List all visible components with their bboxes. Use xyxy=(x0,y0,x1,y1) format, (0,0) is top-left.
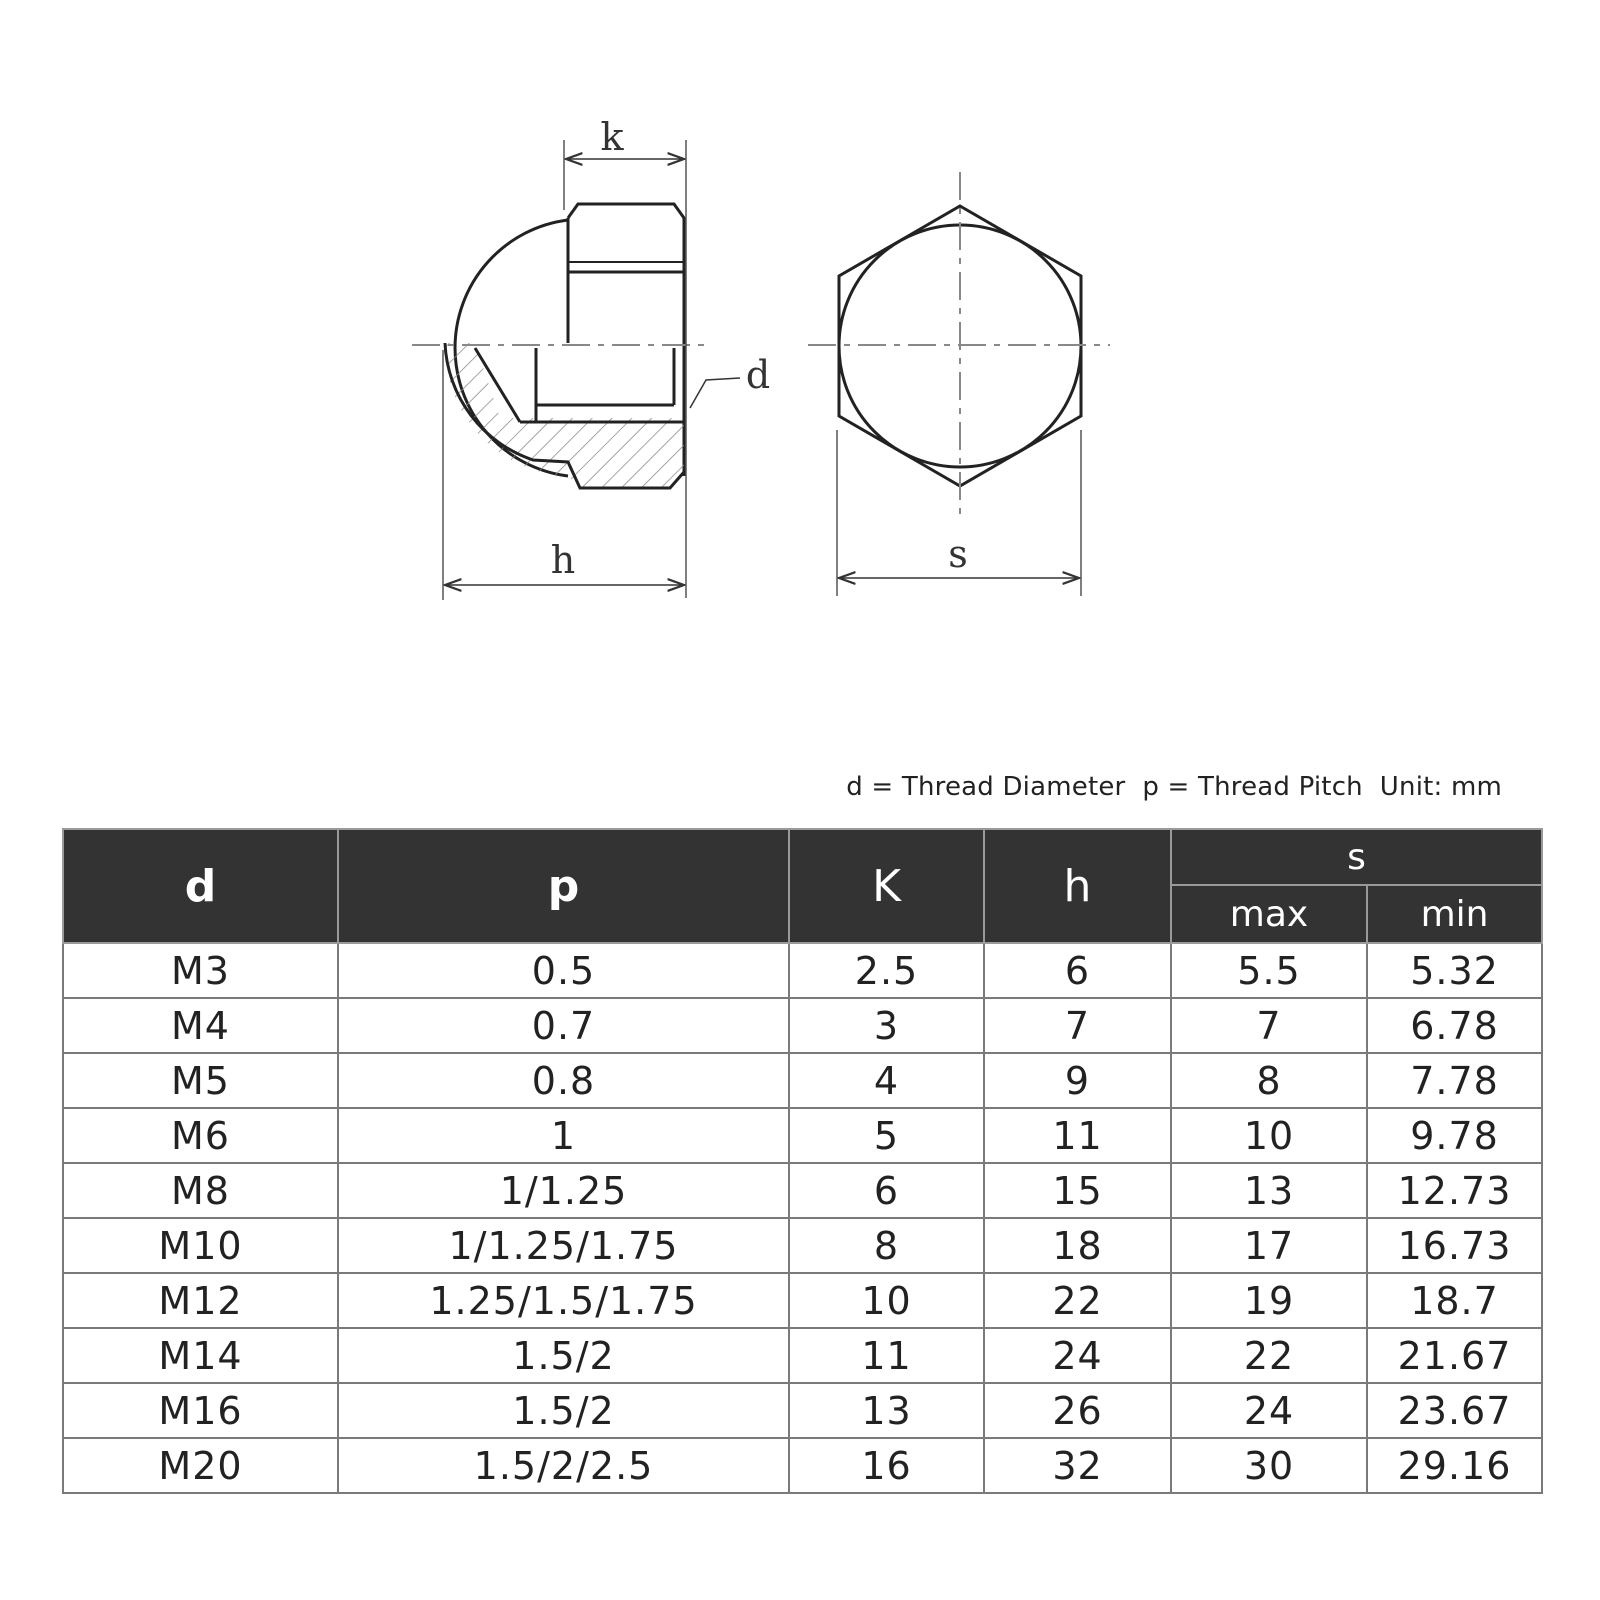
cell-d: M14 xyxy=(63,1328,338,1383)
cell-d: M5 xyxy=(63,1053,338,1108)
cell-s-max: 17 xyxy=(1171,1218,1367,1273)
cell-d: M16 xyxy=(63,1383,338,1438)
cell-s-max: 5.5 xyxy=(1171,943,1367,998)
cell-h: 9 xyxy=(984,1053,1171,1108)
cell-p: 1.5/2 xyxy=(338,1328,789,1383)
cell-h: 24 xyxy=(984,1328,1171,1383)
cell-k: 4 xyxy=(789,1053,984,1108)
cell-s-max: 10 xyxy=(1171,1108,1367,1163)
table-body xyxy=(63,943,1542,1493)
cell-s-max: 19 xyxy=(1171,1273,1367,1328)
cell-p: 1 xyxy=(338,1108,789,1163)
cell-s-max: 22 xyxy=(1171,1328,1367,1383)
cell-s-max: 30 xyxy=(1171,1438,1367,1493)
cell-d: M12 xyxy=(63,1273,338,1328)
cell-s-min: 16.73 xyxy=(1367,1218,1542,1273)
cell-k: 2.5 xyxy=(789,943,984,998)
table-row xyxy=(63,1438,1542,1493)
cell-s-max: 8 xyxy=(1171,1053,1367,1108)
cell-p: 1.25/1.5/1.75 xyxy=(338,1273,789,1328)
cell-k: 6 xyxy=(789,1163,984,1218)
cell-h: 26 xyxy=(984,1383,1171,1438)
cell-d: M10 xyxy=(63,1218,338,1273)
cap-nut-dimension-table xyxy=(62,828,1543,1494)
label-s: s xyxy=(948,532,968,576)
cell-s-min: 9.78 xyxy=(1367,1108,1542,1163)
table-row xyxy=(63,1053,1542,1108)
side-section-view xyxy=(412,140,740,600)
cell-k: 13 xyxy=(789,1383,984,1438)
cell-h: 15 xyxy=(984,1163,1171,1218)
header-s-max: max xyxy=(1171,885,1367,943)
label-k: k xyxy=(600,115,624,159)
header-s-min: min xyxy=(1367,885,1542,943)
header-p: p xyxy=(338,829,789,943)
table-row xyxy=(63,1383,1542,1438)
table-row xyxy=(63,1163,1542,1218)
cell-p: 0.8 xyxy=(338,1053,789,1108)
cell-h: 32 xyxy=(984,1438,1171,1493)
cell-s-min: 29.16 xyxy=(1367,1438,1542,1493)
header-s: s xyxy=(1171,829,1542,885)
cell-d: M8 xyxy=(63,1163,338,1218)
cell-h: 11 xyxy=(984,1108,1171,1163)
cell-k: 3 xyxy=(789,998,984,1053)
cell-h: 22 xyxy=(984,1273,1171,1328)
header-d: d xyxy=(63,829,338,943)
cell-s-max: 7 xyxy=(1171,998,1367,1053)
legend-note: d = Thread Diameter p = Thread Pitch Unit: mm xyxy=(846,772,1502,802)
cell-k: 16 xyxy=(789,1438,984,1493)
label-d: d xyxy=(745,353,771,397)
cell-d: M20 xyxy=(63,1438,338,1493)
cell-s-min: 6.78 xyxy=(1367,998,1542,1053)
cell-s-min: 18.7 xyxy=(1367,1273,1542,1328)
cell-s-max: 13 xyxy=(1171,1163,1367,1218)
cell-k: 10 xyxy=(789,1273,984,1328)
table-row xyxy=(63,943,1542,998)
table-row xyxy=(63,1218,1542,1273)
cell-s-max: 24 xyxy=(1171,1383,1367,1438)
header-h: h xyxy=(984,829,1171,943)
cell-s-min: 7.78 xyxy=(1367,1053,1542,1108)
cell-h: 7 xyxy=(984,998,1171,1053)
cell-h: 18 xyxy=(984,1218,1171,1273)
cell-p: 1.5/2/2.5 xyxy=(338,1438,789,1493)
cap-nut-technical-drawing xyxy=(0,0,1600,680)
cell-s-min: 23.67 xyxy=(1367,1383,1542,1438)
cell-d: M4 xyxy=(63,998,338,1053)
cell-d: M6 xyxy=(63,1108,338,1163)
cell-h: 6 xyxy=(984,943,1171,998)
cell-p: 0.7 xyxy=(338,998,789,1053)
table-row xyxy=(63,1108,1542,1163)
cell-d: M3 xyxy=(63,943,338,998)
table-row xyxy=(63,1273,1542,1328)
table-row xyxy=(63,1328,1542,1383)
cell-p: 1/1.25 xyxy=(338,1163,789,1218)
table-row xyxy=(63,998,1542,1053)
cell-p: 1/1.25/1.75 xyxy=(338,1218,789,1273)
cell-s-min: 12.73 xyxy=(1367,1163,1542,1218)
cell-k: 8 xyxy=(789,1218,984,1273)
label-h: h xyxy=(550,538,576,582)
cell-k: 5 xyxy=(789,1108,984,1163)
cell-s-min: 5.32 xyxy=(1367,943,1542,998)
cell-k: 11 xyxy=(789,1328,984,1383)
cell-s-min: 21.67 xyxy=(1367,1328,1542,1383)
cell-p: 1.5/2 xyxy=(338,1383,789,1438)
cell-p: 0.5 xyxy=(338,943,789,998)
header-k: K xyxy=(789,829,984,943)
